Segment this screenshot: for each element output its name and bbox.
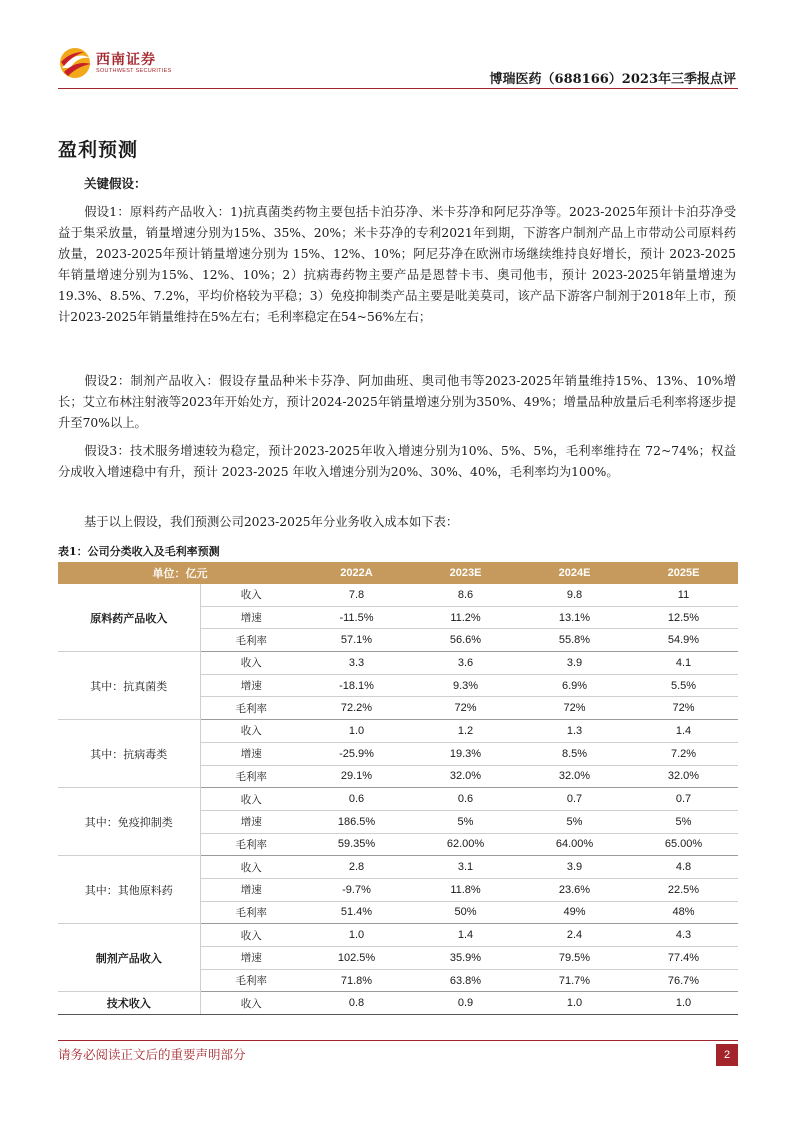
metric-label: 增速 (200, 606, 302, 629)
table-cell: 0.7 (520, 788, 629, 811)
row-group-label: 制剂产品收入 (58, 924, 200, 992)
table-cell: 3.9 (520, 652, 629, 675)
metric-label: 增速 (200, 878, 302, 901)
table-cell: 3.1 (411, 856, 520, 879)
table-cell: 4.8 (629, 856, 738, 879)
year-header: 2022A (302, 562, 411, 584)
table-cell: 8.5% (520, 742, 629, 765)
table-cell: 1.0 (302, 720, 411, 743)
table-cell: 71.7% (520, 969, 629, 992)
revenue-forecast-table (58, 562, 738, 1015)
row-group-label: 技术收入 (58, 992, 200, 1015)
table-cell: 32.0% (520, 765, 629, 788)
year-header: 2024E (520, 562, 629, 584)
table-cell: 186.5% (302, 810, 411, 833)
metric-label: 毛利率 (200, 629, 302, 652)
table-cell: 56.6% (411, 629, 520, 652)
table-cell: 6.9% (520, 674, 629, 697)
table-cell: 22.5% (629, 878, 738, 901)
table-cell: 1.4 (629, 720, 738, 743)
table-cell: 7.2% (629, 742, 738, 765)
table-cell: 5% (411, 810, 520, 833)
metric-label: 增速 (200, 674, 302, 697)
paragraph-assumption-1: 假设1：原料药产品收入：1)抗真菌类药物主要包括卡泊芬净、米卡芬净和阿尼芬净等。2023-2025年预计卡泊芬净受益于集采放量，销量增速分别为15%、35%、20%；米卡芬净的专利2021年到期，下游客户制剂产品上市带动公司原料药放量，2023-2025年预计销量增速分别为 15%、12%、10%；阿尼芬净在欧洲市场继续维持良好增长，预计 2023-2025年销量增速分别为15%、12%、10%；2）抗病毒药物主要产品是恩替卡韦、奥司他韦，预计 2023-2025年销量增速为19.3%、8.5%、7.2%，平均价格较为平稳；3）免疫抑制类产品主要是吡美莫司，该产品下游客户制剂于2018年上市，预计2023-2025年销量维持在5%左右；毛利率稳定在54~56%左右； (58, 205, 736, 324)
table-cell: 1.2 (411, 720, 520, 743)
table-cell: 79.5% (520, 947, 629, 970)
year-header: 2023E (411, 562, 520, 584)
company-logo (58, 46, 178, 84)
metric-label: 收入 (200, 924, 302, 947)
table-cell: 8.6 (411, 584, 520, 606)
report-title: 博瑞医药（688166）2023年三季报点评 (489, 72, 736, 87)
table-cell: 65.00% (629, 833, 738, 856)
table-cell: 1.4 (411, 924, 520, 947)
table-cell: 64.00% (520, 833, 629, 856)
table-cell: 0.7 (629, 788, 738, 811)
metric-label: 增速 (200, 947, 302, 970)
table-cell: 35.9% (411, 947, 520, 970)
paragraph-assumption-3: 假设3：技术服务增速较为稳定，预计2023-2025年收入增速分别为10%、5%、5%，毛利率维持在 72~74%；权益分成收入增速稳中有升，预计 2023-2025 年收入增速分别为20%、30%、40%，毛利率均为100%。 (58, 444, 736, 479)
table-cell: 72.2% (302, 697, 411, 720)
table-cell: 59.35% (302, 833, 411, 856)
metric-label: 收入 (200, 992, 302, 1015)
table-cell: 11.2% (411, 606, 520, 629)
footer-divider (58, 1040, 738, 1041)
table-cell: 29.1% (302, 765, 411, 788)
table-cell: 49% (520, 901, 629, 924)
logo-emblem-icon (58, 46, 94, 80)
metric-label: 收入 (200, 856, 302, 879)
table-row (58, 992, 738, 1015)
table-cell: 0.6 (411, 788, 520, 811)
paragraph-assumption-2: 假设2：制剂产品收入：假设存量品种米卡芬净、阿加曲班、奥司他韦等2023-2025年销量维持15%、13%、10%增长；艾立布林注射液等2023年开始处方，预计2024-2025年销量增速分别为350%、49%；增量品种放量后毛利率将逐步提升至70%以上。 (58, 374, 736, 430)
table-cell: 3.6 (411, 652, 520, 675)
table-cell: 13.1% (520, 606, 629, 629)
table-cell: 5.5% (629, 674, 738, 697)
table-cell: 12.5% (629, 606, 738, 629)
table-cell: 11 (629, 584, 738, 606)
table-cell: 57.1% (302, 629, 411, 652)
table-cell: 4.1 (629, 652, 738, 675)
table-cell: -25.9% (302, 742, 411, 765)
metric-label: 毛利率 (200, 765, 302, 788)
table-cell: -9.7% (302, 878, 411, 901)
page-number: 2 (716, 1044, 738, 1066)
table-row (58, 788, 738, 811)
table-cell: 4.3 (629, 924, 738, 947)
row-group-label: 其中：其他原料药 (58, 856, 200, 924)
table-cell: 62.00% (411, 833, 520, 856)
row-group-label: 原料药产品收入 (58, 584, 200, 652)
metric-label: 收入 (200, 584, 302, 606)
table-cell: 5% (520, 810, 629, 833)
row-group-label: 其中：免疫抑制类 (58, 788, 200, 856)
table-cell: 1.0 (302, 924, 411, 947)
table-cell: 63.8% (411, 969, 520, 992)
table-cell: 1.3 (520, 720, 629, 743)
table-body (58, 584, 738, 1015)
metric-label: 增速 (200, 810, 302, 833)
table-cell: 71.8% (302, 969, 411, 992)
assumptions-subhead: 关键假设： (84, 176, 147, 191)
table-caption: 表1：公司分类收入及毛利率预测 (58, 545, 220, 558)
table-cell: 32.0% (629, 765, 738, 788)
table-cell: 5% (629, 810, 738, 833)
table-cell: 0.6 (302, 788, 411, 811)
section-title: 盈利预测 (58, 139, 139, 161)
table-cell: 55.8% (520, 629, 629, 652)
table-cell: 48% (629, 901, 738, 924)
table-cell: 23.6% (520, 878, 629, 901)
metric-label: 收入 (200, 720, 302, 743)
metric-label: 收入 (200, 652, 302, 675)
table-cell: 102.5% (302, 947, 411, 970)
table-cell: 72% (629, 697, 738, 720)
footer-notice: 请务必阅读正文后的重要声明部分 (58, 1047, 246, 1062)
table-cell: 9.8 (520, 584, 629, 606)
metric-label: 毛利率 (200, 901, 302, 924)
table-cell: 51.4% (302, 901, 411, 924)
table-cell: 9.3% (411, 674, 520, 697)
table-cell: 0.8 (302, 992, 411, 1015)
table-cell: 50% (411, 901, 520, 924)
table-cell: -18.1% (302, 674, 411, 697)
table-cell: 3.9 (520, 856, 629, 879)
table-cell: 72% (411, 697, 520, 720)
table-cell: 76.7% (629, 969, 738, 992)
table-cell: 7.8 (302, 584, 411, 606)
table-cell: 11.8% (411, 878, 520, 901)
table-row (58, 652, 738, 675)
table-row (58, 856, 738, 879)
metric-label: 毛利率 (200, 833, 302, 856)
logo-text-cn: 西南证券 (96, 52, 156, 68)
year-header: 2025E (629, 562, 738, 584)
table-cell: 72% (520, 697, 629, 720)
logo-text-en: SOUTHWEST SECURITIES (96, 68, 172, 74)
table-cell: 1.0 (520, 992, 629, 1015)
table-cell: 19.3% (411, 742, 520, 765)
table-header-row (58, 562, 738, 584)
metric-label: 收入 (200, 788, 302, 811)
table-cell: 1.0 (629, 992, 738, 1015)
metric-label: 毛利率 (200, 697, 302, 720)
table-row (58, 924, 738, 947)
table-cell: 2.4 (520, 924, 629, 947)
header-divider (58, 88, 738, 89)
paragraph-table-intro: 基于以上假设，我们预测公司2023-2025年分业务收入成本如下表： (84, 515, 459, 529)
units-header: 单位：亿元 (58, 562, 302, 584)
row-group-label: 其中：抗真菌类 (58, 652, 200, 720)
table-row (58, 720, 738, 743)
metric-label: 毛利率 (200, 969, 302, 992)
table-cell: 32.0% (411, 765, 520, 788)
table-cell: 0.9 (411, 992, 520, 1015)
table-cell: 2.8 (302, 856, 411, 879)
table-cell: 54.9% (629, 629, 738, 652)
metric-label: 增速 (200, 742, 302, 765)
row-group-label: 其中：抗病毒类 (58, 720, 200, 788)
table-cell: 77.4% (629, 947, 738, 970)
table-cell: 3.3 (302, 652, 411, 675)
table-row (58, 584, 738, 606)
table-cell: -11.5% (302, 606, 411, 629)
